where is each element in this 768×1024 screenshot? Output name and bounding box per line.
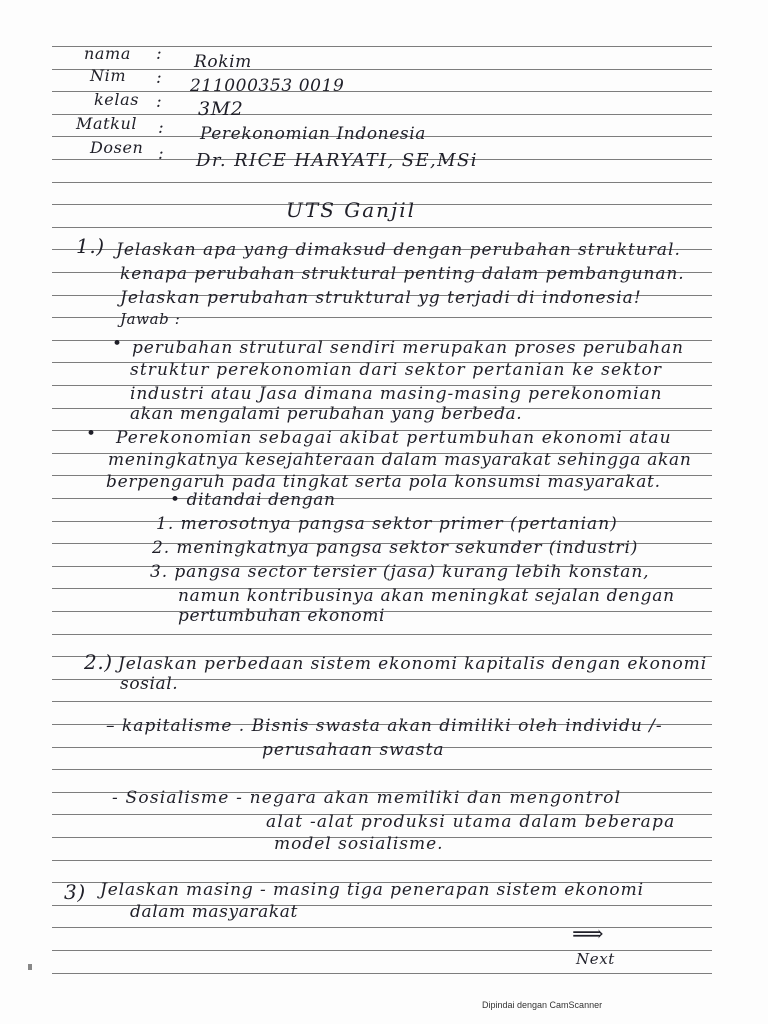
question-number: 2.) xyxy=(84,650,113,674)
value-nim: 211000353 0019 xyxy=(190,76,345,96)
ruled-line xyxy=(52,973,712,974)
question-line: Jelaskan masing - masing tiga penerapan sistem ekonomi xyxy=(100,880,644,900)
label-nama: nama xyxy=(84,44,131,63)
ruled-line xyxy=(52,182,712,183)
page-title: UTS Ganjil xyxy=(286,198,417,222)
ruled-line xyxy=(52,769,712,770)
ruled-line xyxy=(52,860,712,861)
label-dosen: Dosen xyxy=(90,138,144,157)
answer-line: akan mengalami perubahan yang berbeda. xyxy=(130,404,523,424)
colon: : xyxy=(158,118,165,138)
ruled-line xyxy=(52,927,712,928)
next-arrow-icon: ⟹ xyxy=(572,922,605,947)
answer-line: Perekonomian sebagai akibat pertumbuhan ekonomi atau xyxy=(116,428,672,448)
bullet: • xyxy=(86,424,97,444)
answer-line: meningkatnya kesejahteraan dalam masyarakat sehingga akan xyxy=(108,450,692,470)
answer-subheading: • ditandai dengan xyxy=(170,490,336,510)
question-line: Jelaskan apa yang dimaksud dengan perubahan struktural. xyxy=(116,240,681,260)
value-kelas: 3M2 xyxy=(198,98,244,120)
answer-line: model sosialisme. xyxy=(274,834,444,854)
answer-line: – kapitalisme . Bisnis swasta akan dimiliki oleh individu /- xyxy=(106,716,663,736)
value-dosen: Dr. RICE HARYATI, SE,MSi xyxy=(196,150,478,171)
ruled-line xyxy=(52,227,712,228)
label-nim: Nim xyxy=(90,66,127,85)
ruled-line xyxy=(52,498,712,499)
question-line: Jelaskan perbedaan sistem ekonomi kapitalis dengan ekonomi xyxy=(118,654,708,674)
ruled-line xyxy=(52,701,712,702)
answer-line: perubahan strutural sendiri merupakan proses perubahan xyxy=(132,338,684,358)
answer-line: industri atau Jasa dimana masing-masing perekonomian xyxy=(130,384,663,404)
colon: : xyxy=(156,44,163,64)
answer-line: alat -alat produksi utama dalam beberapa xyxy=(266,812,676,832)
colon: : xyxy=(156,92,163,112)
question-number: 1.) xyxy=(76,234,105,258)
question-line: dalam masyarakat xyxy=(130,902,298,922)
label-matkul: Matkul xyxy=(76,114,138,133)
answer-line: perusahaan swasta xyxy=(262,740,445,760)
bullet: • xyxy=(112,334,123,354)
list-item-continued: pertumbuhan ekonomi xyxy=(178,606,385,626)
ruled-line xyxy=(52,634,712,635)
list-item: 3. pangsa sector tersier (jasa) kurang lebih konstan, xyxy=(150,562,650,582)
list-item: 1. merosotnya pangsa sektor primer (pertanian) xyxy=(156,514,618,534)
ruled-line xyxy=(52,114,712,115)
value-matkul: Perekonomian Indonesia xyxy=(200,124,426,144)
question-number: 3) xyxy=(64,880,86,904)
list-item-continued: namun kontribusinya akan meningkat sejalan dengan xyxy=(178,586,675,606)
list-item: 2. meningkatnya pangsa sektor sekunder (industri) xyxy=(152,538,639,558)
question-line: kenapa perubahan struktural penting dalam pembangunan. xyxy=(120,264,685,284)
label-kelas: kelas xyxy=(94,90,140,109)
value-nama: Rokim xyxy=(194,52,252,72)
answer-line: - Sosialisme - negara akan memiliki dan mengontrol xyxy=(112,788,622,808)
answer-line: berpengaruh pada tingkat serta pola konsumsi masyarakat. xyxy=(106,472,661,492)
ruled-line xyxy=(52,91,712,92)
answer-label: Jawab : xyxy=(120,310,181,328)
colon: : xyxy=(158,144,165,164)
ruled-line xyxy=(52,69,712,70)
scanner-watermark: Dipindai dengan CamScanner xyxy=(482,1000,603,1010)
next-label: Next xyxy=(576,950,615,968)
ruled-line xyxy=(52,46,712,47)
question-line: sosial. xyxy=(120,674,179,694)
answer-line: struktur perekonomian dari sektor pertanian ke sektor xyxy=(130,360,663,380)
question-line: Jelaskan perubahan struktural yg terjadi di indonesia! xyxy=(120,288,642,308)
colon: : xyxy=(156,68,163,88)
scan-mark xyxy=(28,964,32,970)
